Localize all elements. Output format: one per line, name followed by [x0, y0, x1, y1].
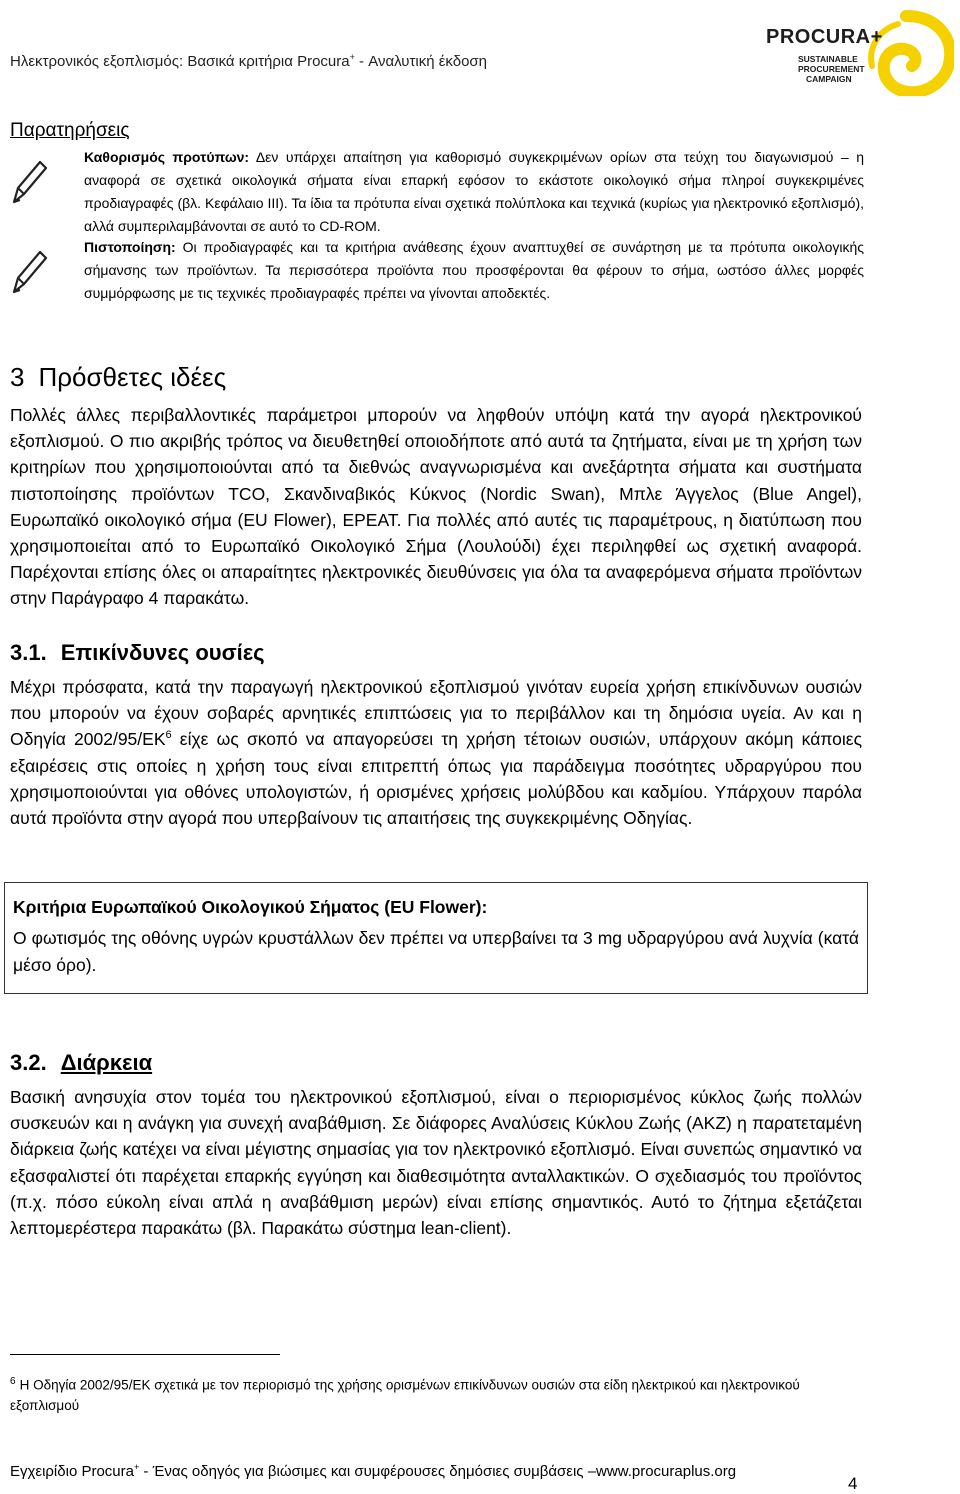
section-3-heading — [10, 362, 226, 393]
procura-swirl-icon — [858, 10, 954, 96]
section-3-2-heading — [10, 1050, 152, 1076]
running-footer — [10, 1462, 736, 1480]
section-3-title: Πρόσθετες ιδέες — [38, 362, 227, 392]
header-title-tail: - Αναλυτική έκδοση — [354, 53, 488, 70]
logo-line-3: CAMPAIGN — [806, 74, 852, 84]
page-number: 4 — [848, 1474, 858, 1493]
section-3-1-body — [10, 674, 862, 831]
note-standards-text: Δεν υπάρχει απαίτηση για καθορισμό συγκεκριμένων ορίων στα τεύχη του διαγωνισμού – η αναφορά σε σχετικά οικολογικά σήματα είναι επαρκή εφόσον το εκάστοτε οικολογικό σήμα πληροί συγκεκριμένες προδιαγραφές (βλ. Κεφάλαιο III). Τα ίδια τα πρότυπα είναι σχετικά πολύπλοκα και τεχνικά (κυρίως για ηλεκτρονικό εξοπλισμό), αλλά συμπεριλαμβάνονται σε αυτό το CD-ROM. — [84, 149, 864, 234]
note-certification — [84, 236, 864, 305]
footnote-number: 6 — [10, 1376, 16, 1387]
footnote-ref[interactable]: 6 — [165, 729, 172, 742]
section-3-1-body-b: είχε ως σκοπό να απαγορεύσει τη χρήση τέτοιων ουσιών, υπάρχουν ακόμη κάποιες εξαιρέσεις στις οποίες η χρήση τους είναι επιτρεπτή όπως για παράδειγμα ποσότητες υδραργύρου που χρησιμοποιούνται για οθόνες υπολογιστών, ή ορισμένες χρήσεις μολύβδου και καδμίου. Υπάρχουν παρόλα αυτά προϊόντα στην αγορά που υπερβαίνουν τις απαιτήσεις της συγκεκριμένης Οδηγίας. — [10, 729, 863, 829]
section-3-1-heading — [10, 640, 265, 666]
logo-line-1: SUSTAINABLE — [798, 54, 858, 64]
pencil-icon — [10, 158, 48, 206]
criteria-box-text: Ο φωτισμός της οθόνης υγρών κρυστάλλων δεν πρέπει να υπερβαίνει τα 3 mg υδραργύρου ανά λυχνία (κατά μέσο όρο). — [13, 928, 859, 975]
footnote-divider — [10, 1354, 280, 1355]
notes-heading: Παρατηρήσεις — [10, 120, 130, 141]
section-3-1-title: Επικίνδυνες ουσίες — [60, 640, 265, 665]
header-title-sup: + — [349, 52, 355, 62]
pencil-icon — [10, 248, 48, 296]
header-title: Ηλεκτρονικός εξοπλισμός: Βασικά κριτήρια Procura — [10, 53, 350, 70]
footnote — [10, 1372, 850, 1416]
footnote-text: Η Οδηγία 2002/95/ΕΚ σχετικά με τον περιορισμό της χρήσης ορισμένων επικίνδυνων ουσιών στα είδη ηλεκτρικού και ηλεκτρονικού εξοπλισμού — [10, 1377, 800, 1413]
note-certification-text: Οι προδιαγραφές και τα κριτήρια ανάθεσης έχουν αναπτυχθεί σε συνάρτηση με τα πρότυπα οικολογικής σήμανσης των προϊόντων. Τα περισσότερα προϊόντα που προσφέρονται θα φέρουν το σήμα, ωστόσο άλλες μορφές συμμόρφωσης με τις τεχνικές προδιαγραφές πρέπει να γίνονται αποδεκτές. — [84, 239, 864, 301]
section-3-1-body-a: Μέχρι πρόσφατα, κατά την παραγωγή ηλεκτρονικού εξοπλισμού γινόταν ευρεία χρήση επικίνδυνων ουσιών που μπορούν να έχουν σοβαρές αρνητικές επιπτώσεις για το περιβάλλον και τη δημόσια υγεία. Αν και η Οδηγία 2002/95/ΕΚ — [10, 677, 862, 750]
section-3-2-number: 3.2. — [10, 1050, 47, 1075]
procura-logo — [760, 10, 956, 96]
criteria-box-title: Κριτήρια Ευρωπαϊκού Οικολογικού Σήματος (EU Flower): — [13, 897, 488, 917]
section-3-body: Πολλές άλλες περιβαλλοντικές παράμετροι μπορούν να ληφθούν υπόψη κατά την αγορά ηλεκτρονικού εξοπλισμού. Ο πιο ακριβής τρόπος να διευθετηθεί οποιοδήποτε από αυτά τα ζητήματα, είναι με τη χρήση των κριτηρίων που χρησιμοποιούνται από τα διεθνώς αναγνωρισμένα και ανεξάρτητα σήματα και συστήματα πιστοποίησης προϊόντων TCO, Σκανδιναβικός Κύκνος (Nordic Swan), Μπλε Άγγελος (Blue Angel), Ευρωπαϊκό οικολογικό σήμα (EU Flower), EPEAT. Για πολλές από αυτές τις παραμέτρους, η διατύπωση που χρησιμοποιείται από το Ευρωπαϊκό Οικολογικό Σήμα (Λουλούδι) έχει περιληφθεί ως σχετική αναφορά. Παρέχονται επίσης όλες οι απαραίτητες ηλεκτρονικές διευθύνσεις για όλα τα αναφερόμενα σήματα προϊόντων στην Παράγραφο 4 παρακάτω. — [10, 405, 862, 609]
section-3-2-body: Βασική ανησυχία στον τομέα του ηλεκτρονικού εξοπλισμού, είναι ο περιορισμένος κύκλος ζωής πολλών συσκευών και η ανάγκη για συνεχή αναβάθμιση. Σε διάφορες Αναλύσεις Κύκλου Ζωής (ΑΚΖ) η παρατεταμένη διάρκεια ζωής κατέχει να είναι μέγιστης σημασίας για τον ηλεκτρονικό εξοπλισμό. Είναι συνεπώς σημαντικό να εξασφαλιστεί ότι παρέχεται επαρκής εγγύηση και διαθεσιμότητα ανταλλακτικών. Ο σχεδιασμός του προϊόντος (π.χ. πόσο εύκολη είναι απλά η αναβάθμιση μερών) είναι επίσης σημαντικός. Αυτό το ζήτημα εξετάζεται λεπτομερέστερα παρακάτω (βλ. Παρακάτω σύστημα lean-client). — [10, 1087, 862, 1239]
section-3-2-title: Διάρκεια — [60, 1050, 153, 1075]
logo-line-2: PROCUREMENT — [798, 64, 865, 74]
running-header — [10, 52, 487, 70]
section-3-number: 3 — [10, 362, 25, 392]
logo-brand: PROCURA+ — [766, 26, 883, 48]
eu-flower-criteria-box — [4, 882, 868, 994]
note-certification-label: Πιστοποίηση: — [84, 239, 176, 255]
footer-text-a: Εγχειρίδιο Procura — [10, 1463, 134, 1480]
footer-text-b: - Ένας οδηγός για βιώσιμες και συμφέρουσες δημόσιες συμβάσεις –www.procuraplus.org — [139, 1463, 737, 1480]
section-3-1-number: 3.1. — [10, 640, 47, 665]
footer-text-sup: + — [133, 1462, 140, 1472]
note-standards — [84, 146, 864, 238]
note-standards-label: Καθορισμός προτύπων: — [84, 149, 250, 165]
